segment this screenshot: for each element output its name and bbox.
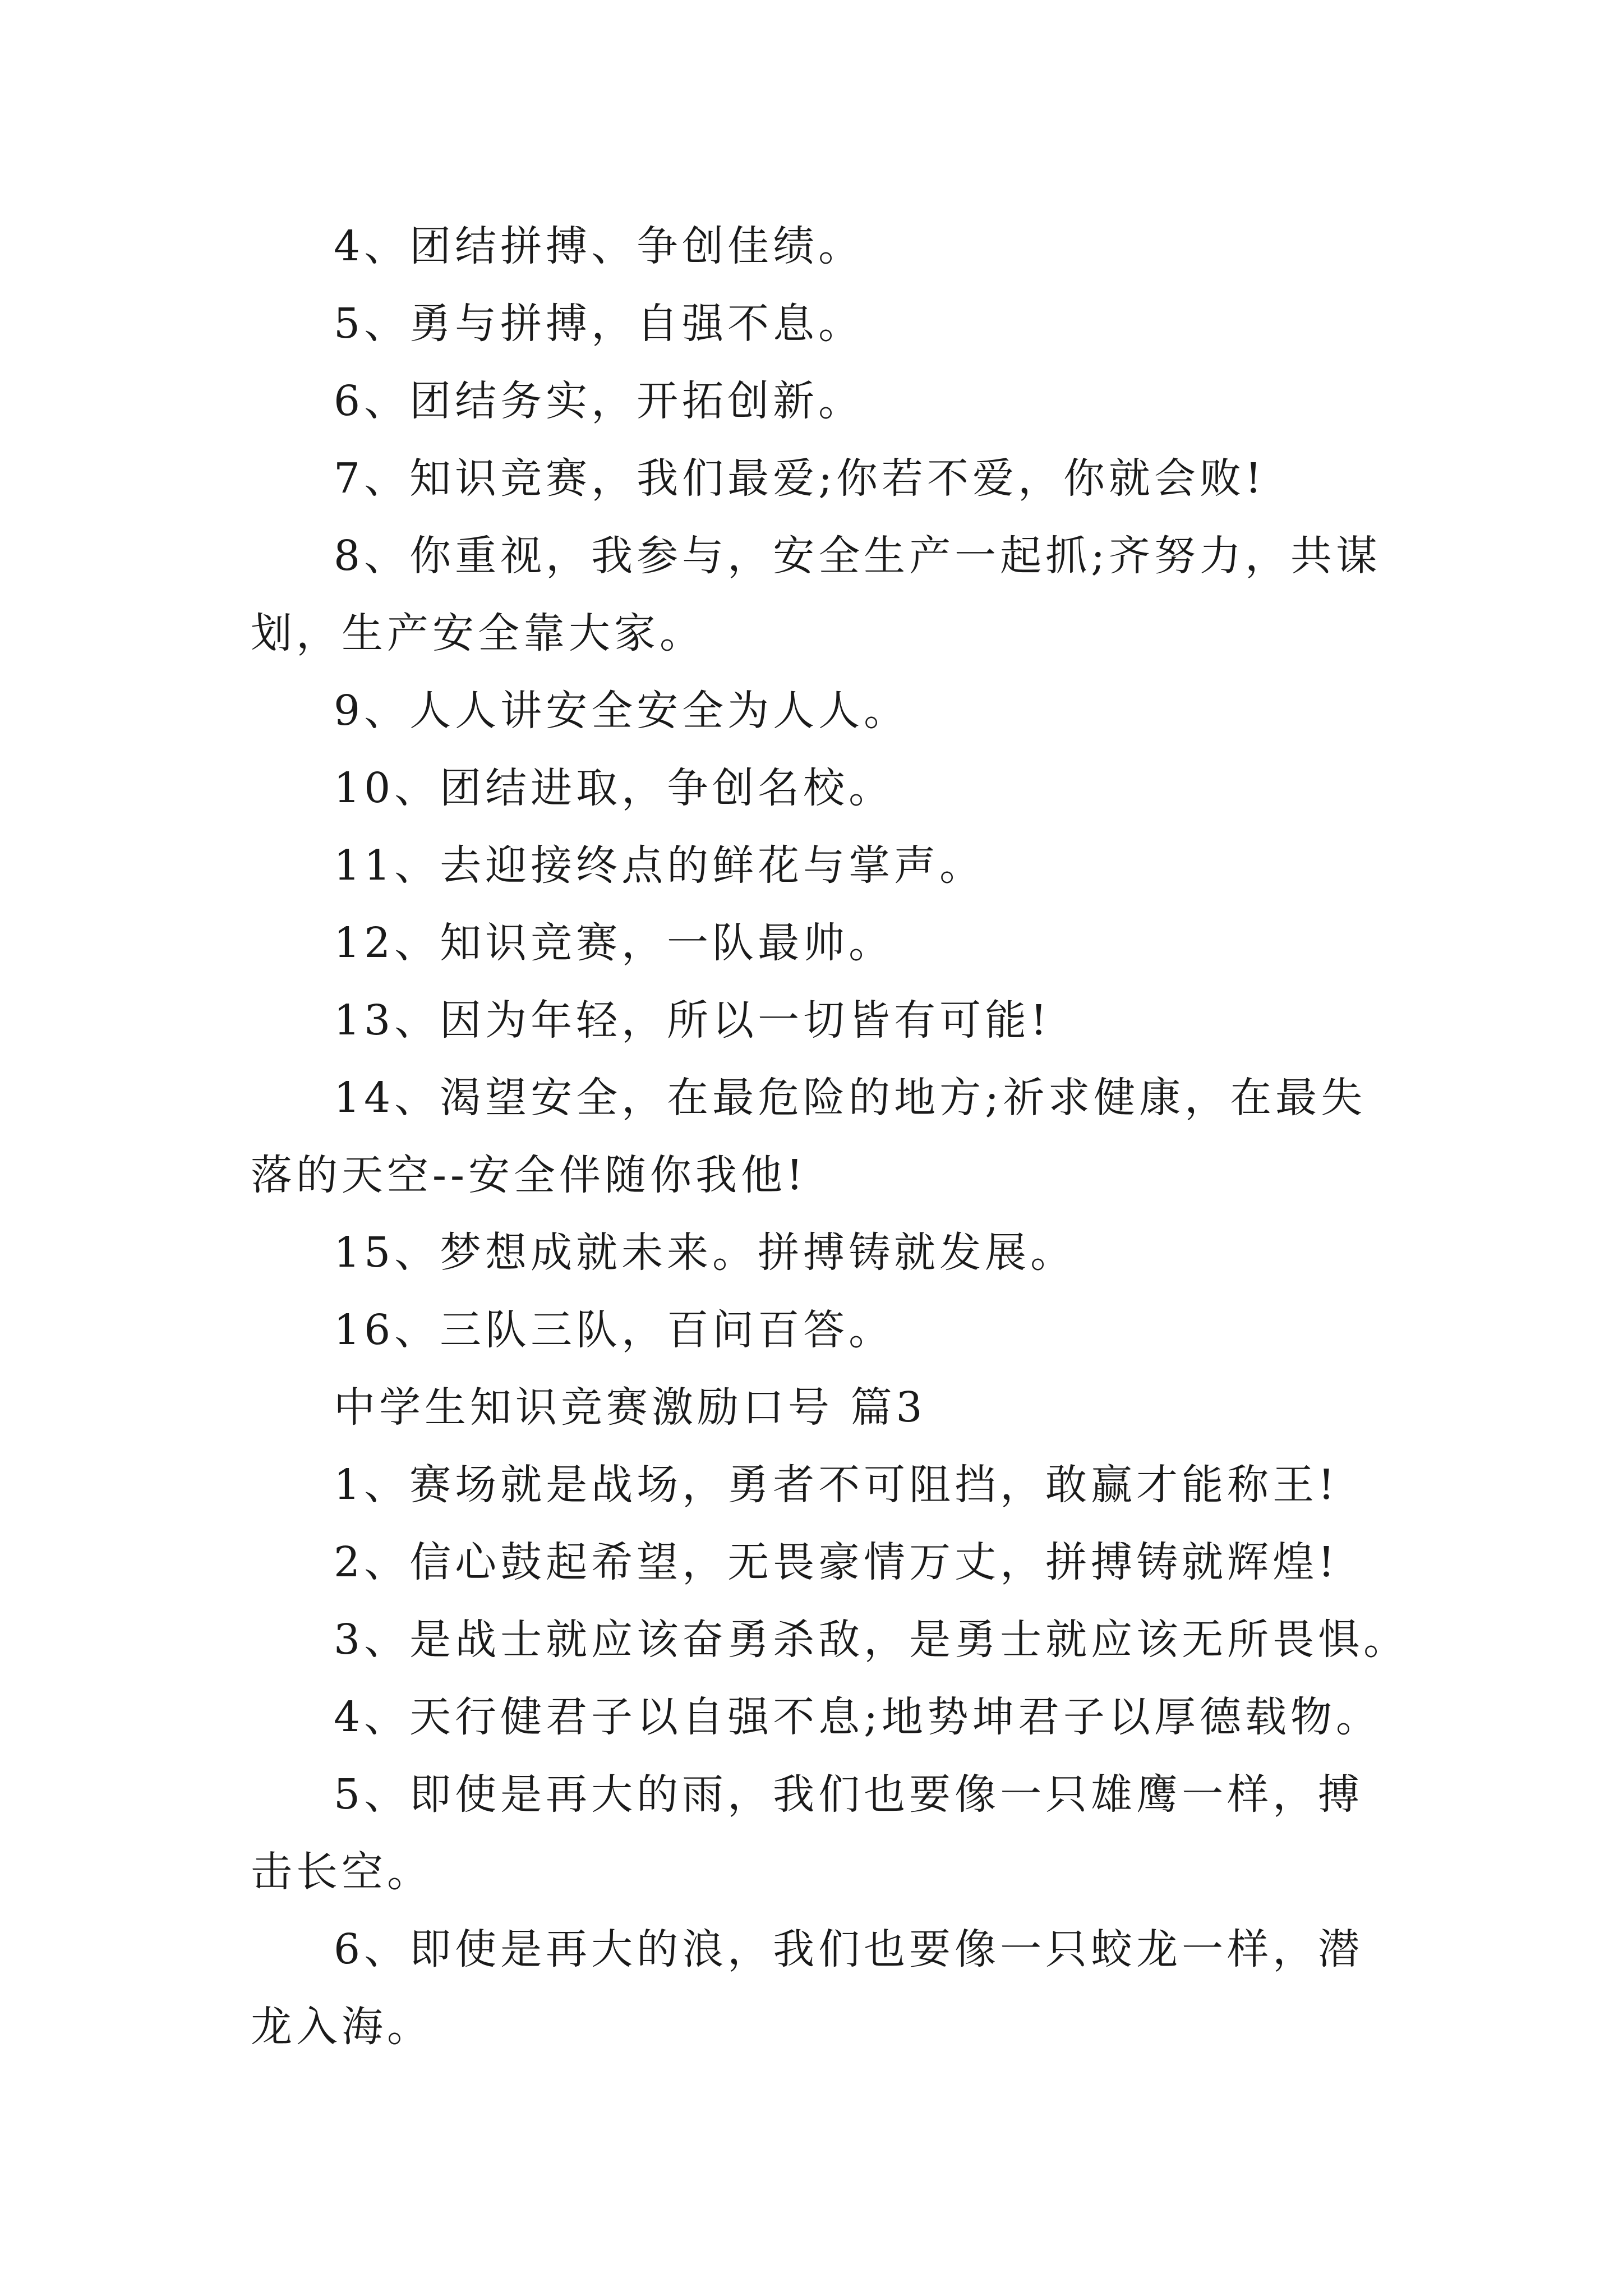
slogan-line: 3、是战士就应该奋勇杀敌，是勇士就应该无所畏惧。 [334, 1616, 1409, 1664]
slogan-line: 12、知识竞赛，一队最帅。 [334, 919, 895, 967]
slogan-line: 4、团结拼搏、争创佳绩。 [334, 222, 864, 270]
slogan-line: 9、人人讲安全安全为人人。 [334, 687, 910, 735]
slogan-line: 14、渴望安全，在最危险的地方;祈求健康，在最失落的天空--安全伴随你我他! [251, 1074, 1367, 1199]
slogan-line: 4、天行健君子以自强不息;地势坤君子以厚德载物。 [334, 1693, 1382, 1741]
section-heading: 中学生知识竞赛激励口号 篇3 [334, 1383, 926, 1432]
slogan-line: 6、即使是再大的浪，我们也要像一只蛟龙一样，潜龙入海。 [251, 1925, 1364, 2051]
slogan-line: 5、即使是再大的雨，我们也要像一只雄鹰一样，搏击长空。 [251, 1770, 1364, 1896]
slogan-line: 5、勇与拼搏，自强不息。 [334, 300, 864, 348]
slogan-line: 7、知识竞赛，我们最爱;你若不爱，你就会败! [334, 454, 1266, 503]
slogan-line: 2、信心鼓起希望，无畏豪情万丈，拼搏铸就辉煌! [334, 1538, 1339, 1586]
slogan-line: 16、三队三队，百问百答。 [334, 1306, 895, 1354]
slogan-line: 11、去迎接终点的鲜花与掌声。 [334, 841, 985, 890]
document-body [251, 208, 1409, 2065]
slogan-line: 10、团结进取，争创名校。 [334, 764, 895, 812]
slogan-line: 13、因为年轻，所以一切皆有可能! [334, 996, 1051, 1045]
slogan-line: 1、赛场就是战场，勇者不可阻挡，敢赢才能称王! [334, 1461, 1339, 1509]
slogan-line: 15、梦想成就未来。拼搏铸就发展。 [334, 1228, 1076, 1277]
slogan-line: 8、你重视，我参与，安全生产一起抓;齐努力，共谋划，生产安全靠大家。 [251, 532, 1382, 657]
slogan-line: 6、团结务实，开拓创新。 [334, 377, 864, 425]
